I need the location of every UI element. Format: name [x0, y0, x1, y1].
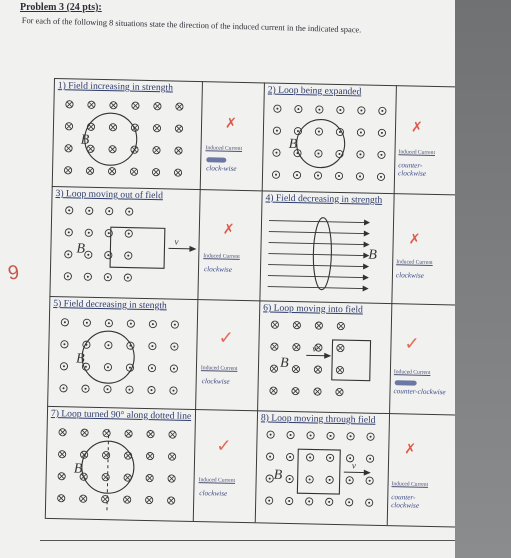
situation-title: 1) Field increasing in strength	[57, 80, 174, 94]
margin-grade-mark: 9	[6, 261, 21, 285]
situation-2	[262, 82, 455, 195]
field-out-of-page-symbol	[106, 208, 113, 215]
field-into-page-symbol	[146, 496, 153, 503]
grade-mark: ✗	[224, 115, 237, 132]
field-into-page-symbol	[315, 322, 322, 329]
situation-title: 4) Field decreasing in strength	[265, 192, 383, 206]
field-out-of-page-symbol	[149, 342, 156, 349]
crossed-out-scribble	[206, 157, 226, 162]
field-into-page-symbol	[152, 168, 159, 175]
field-out-of-page-symbol	[358, 107, 365, 114]
field-out-of-page-symbol	[286, 497, 293, 504]
field-out-of-page-symbol	[366, 455, 373, 462]
field-out-of-page-symbol	[366, 477, 373, 484]
induced-current-answer: clockwise	[203, 265, 233, 274]
field-out-of-page-symbol	[316, 106, 323, 113]
field-line-arrow	[269, 240, 370, 248]
field-out-of-page-symbol	[379, 107, 386, 114]
field-into-page-symbol	[169, 431, 176, 438]
field-into-page-symbol	[125, 430, 132, 437]
field-line-arrow	[268, 251, 369, 259]
induced-current-label: Induced Current	[205, 145, 243, 152]
field-out-of-page-symbol	[357, 129, 364, 136]
field-into-page-symbol	[293, 321, 300, 328]
field-into-page-symbol	[124, 496, 131, 503]
field-out-of-page-symbol	[85, 251, 92, 258]
field-out-of-page-symbol	[171, 321, 178, 328]
diagram-field-out	[49, 204, 199, 297]
field-out-of-page-symbol	[293, 171, 300, 178]
field-into-page-symbol	[153, 124, 160, 131]
induced-current-label: Induced Current	[393, 369, 431, 376]
grade-mark: ✓	[218, 327, 234, 349]
field-into-page-symbol	[146, 452, 153, 459]
field-out-of-page-symbol	[273, 127, 280, 134]
situation-title: 7) Loop turned 90° along dotted line	[50, 408, 192, 422]
field-out-of-page-symbol	[295, 105, 302, 112]
field-out-of-page-symbol	[64, 273, 71, 280]
field-out-of-page-symbol	[126, 386, 133, 393]
field-line-arrow	[269, 229, 370, 237]
field-out-of-page-symbol	[84, 273, 91, 280]
field-out-of-page-symbol	[335, 172, 342, 179]
field-out-of-page-symbol	[170, 387, 177, 394]
situation-1	[52, 78, 264, 190]
field-line-arrow	[269, 218, 370, 226]
velocity-label: v	[312, 343, 317, 354]
induced-current-label: Induced Current	[391, 481, 429, 488]
field-label: B	[279, 355, 289, 371]
field-out-of-page-symbol	[148, 364, 155, 371]
field-out-of-page-symbol	[286, 453, 293, 460]
field-out-of-page-symbol	[125, 230, 132, 237]
field-out-of-page-symbol	[326, 476, 333, 483]
diagram-field-into	[52, 96, 202, 189]
field-out-of-page-symbol	[327, 432, 334, 439]
field-into-page-symbol	[168, 475, 175, 482]
field-out-of-page-symbol	[326, 498, 333, 505]
field-out-of-page-symbol	[273, 149, 280, 156]
situation-5	[47, 296, 259, 410]
field-out-of-page-symbol	[66, 207, 73, 214]
field-into-page-symbol	[110, 102, 117, 109]
field-label: B	[288, 136, 298, 153]
field-out-of-page-symbol	[306, 498, 313, 505]
field-into-page-symbol	[168, 497, 175, 504]
field-out-of-page-symbol	[266, 497, 273, 504]
field-into-page-symbol	[80, 495, 87, 502]
field-out-of-page-symbol	[127, 320, 134, 327]
field-out-of-page-symbol	[170, 365, 177, 372]
field-out-of-page-symbol	[326, 454, 333, 461]
field-into-page-symbol	[109, 146, 116, 153]
situation-title: 8) Loop moving through field	[260, 412, 376, 426]
field-out-of-page-symbol	[314, 172, 321, 179]
field-out-of-page-symbol	[60, 363, 67, 370]
field-out-of-page-symbol	[105, 320, 112, 327]
field-label: B	[368, 247, 378, 263]
field-into-page-symbol	[271, 343, 278, 350]
field-label: B	[75, 351, 85, 367]
field-into-page-symbol	[337, 344, 344, 351]
field-out-of-page-symbol	[61, 319, 68, 326]
field-out-of-page-symbol	[125, 252, 132, 259]
background-edge	[455, 0, 511, 558]
induced-current-answer: counter-clockwise	[397, 161, 427, 178]
field-into-page-symbol	[174, 169, 181, 176]
field-out-of-page-symbol	[65, 229, 72, 236]
induced-current-answer: counter-clockwise	[393, 387, 446, 397]
field-into-page-symbol	[86, 167, 93, 174]
grade-mark: ✓	[216, 435, 232, 457]
field-out-of-page-symbol	[149, 320, 156, 327]
field-out-of-page-symbol	[266, 453, 273, 460]
field-out-of-page-symbol	[378, 129, 385, 136]
field-out-of-page-symbol	[83, 319, 90, 326]
diagram-field-into	[45, 424, 195, 519]
field-into-page-symbol	[102, 451, 109, 458]
field-label: B	[80, 132, 90, 148]
field-out-of-page-symbol	[377, 173, 384, 180]
field-into-page-symbol	[176, 103, 183, 110]
situations-grid	[45, 78, 455, 529]
field-out-of-page-symbol	[104, 386, 111, 393]
diagram-field-out	[255, 428, 389, 523]
situation-6	[257, 300, 455, 415]
induced-current-label: Induced Current	[396, 259, 433, 266]
induced-current-label: Induced Current	[203, 253, 240, 260]
induced-current-label: Induced Current	[198, 477, 236, 484]
field-out-of-page-symbol	[105, 342, 112, 349]
situation-7	[45, 406, 257, 522]
induced-current-answer: clockwise	[395, 271, 424, 280]
field-into-page-symbol	[336, 366, 343, 373]
field-out-of-page-symbol	[267, 431, 274, 438]
field-line-arrow	[268, 273, 369, 281]
field-into-page-symbol	[88, 101, 95, 108]
field-out-of-page-symbol	[104, 364, 111, 371]
field-line-arrow	[268, 262, 369, 270]
situation-4	[259, 190, 455, 305]
grade-mark: ✓	[404, 333, 420, 355]
field-out-of-page-symbol	[274, 105, 281, 112]
field-into-page-symbol	[147, 430, 154, 437]
problem-heading: Problem 3 (24 pts):	[20, 2, 102, 13]
diagram-field-into	[257, 318, 391, 411]
field-out-of-page-symbol	[337, 106, 344, 113]
field-into-page-symbol	[109, 124, 116, 131]
field-into-page-symbol	[146, 474, 153, 481]
field-into-page-symbol	[153, 146, 160, 153]
field-into-page-symbol	[65, 145, 72, 152]
field-out-of-page-symbol	[124, 274, 131, 281]
field-into-page-symbol	[293, 343, 300, 350]
field-out-of-page-symbol	[346, 499, 353, 506]
field-out-of-page-symbol	[356, 173, 363, 180]
grade-mark: ✗	[222, 221, 235, 238]
diagram-field-out	[47, 314, 197, 407]
situation-title: 2) Loop being expanded	[267, 84, 362, 98]
field-out-of-page-symbol	[286, 475, 293, 482]
field-into-page-symbol	[66, 101, 73, 108]
field-out-of-page-symbol	[378, 151, 385, 158]
field-into-page-symbol	[132, 102, 139, 109]
field-into-page-symbol	[102, 495, 109, 502]
field-out-of-page-symbol	[367, 433, 374, 440]
situation-3	[49, 186, 261, 300]
field-label: B	[273, 467, 283, 483]
velocity-label: v	[351, 460, 357, 471]
page-rule	[40, 540, 455, 541]
crossed-out-scribble	[395, 380, 417, 385]
field-into-page-symbol	[314, 366, 321, 373]
induced-current-label: Induced Current	[200, 365, 238, 372]
field-into-page-symbol	[102, 473, 109, 480]
field-out-of-page-symbol	[148, 386, 155, 393]
field-out-of-page-symbol	[85, 229, 92, 236]
field-into-page-symbol	[270, 365, 277, 372]
field-out-of-page-symbol	[82, 385, 89, 392]
field-into-page-symbol	[103, 430, 110, 437]
field-into-page-symbol	[270, 387, 277, 394]
field-into-page-symbol	[59, 429, 66, 436]
field-into-page-symbol	[292, 387, 299, 394]
problem-instruction: For each of the following 8 situations state the direction of the induced current in the indicated space.	[21, 16, 362, 35]
induced-current-label: Induced Current	[398, 149, 436, 156]
field-out-of-page-symbol	[315, 150, 322, 157]
grade-mark: ✗	[404, 441, 417, 458]
field-out-of-page-symbol	[126, 208, 133, 215]
field-out-of-page-symbol	[315, 128, 322, 135]
induced-current-answer: clockwise	[199, 489, 228, 498]
field-out-of-page-symbol	[65, 251, 72, 258]
field-label: B	[76, 241, 86, 257]
field-out-of-page-symbol	[287, 431, 294, 438]
field-out-of-page-symbol	[306, 476, 313, 483]
field-into-page-symbol	[58, 495, 65, 502]
field-into-page-symbol	[314, 388, 321, 395]
velocity-label: v	[174, 236, 179, 247]
situation-8	[255, 410, 455, 527]
field-into-page-symbol	[271, 321, 278, 328]
field-into-page-symbol	[130, 168, 137, 175]
field-into-page-symbol	[154, 102, 161, 109]
grade-mark: ✗	[410, 119, 423, 136]
field-out-of-page-symbol	[86, 207, 93, 214]
diagram-field-out	[262, 100, 396, 193]
field-into-page-symbol	[337, 322, 344, 329]
field-out-of-page-symbol	[266, 475, 273, 482]
field-out-of-page-symbol	[60, 385, 67, 392]
field-out-of-page-symbol	[347, 433, 354, 440]
field-into-page-symbol	[81, 429, 88, 436]
situation-title: 3) Loop moving out of field	[55, 188, 164, 202]
field-out-of-page-symbol	[307, 432, 314, 439]
field-label: B	[73, 461, 83, 477]
field-into-page-symbol	[292, 365, 299, 372]
field-into-page-symbol	[58, 473, 65, 480]
situation-title: 6) Loop moving into field	[263, 302, 363, 316]
field-out-of-page-symbol	[366, 499, 373, 506]
field-out-of-page-symbol	[104, 273, 111, 280]
field-out-of-page-symbol	[272, 171, 279, 178]
field-into-page-symbol	[175, 125, 182, 132]
field-into-page-symbol	[58, 451, 65, 458]
field-out-of-page-symbol	[306, 454, 313, 461]
field-out-of-page-symbol	[357, 151, 364, 158]
induced-current-answer: counter-clockwise	[391, 493, 420, 510]
field-into-page-symbol	[108, 168, 115, 175]
grade-mark: ✗	[408, 231, 421, 248]
induced-current-answer: clockwise	[201, 377, 230, 386]
situation-title: 5) Field decreasing in stength	[53, 298, 167, 312]
field-into-page-symbol	[65, 123, 72, 130]
field-into-page-symbol	[336, 388, 343, 395]
field-out-of-page-symbol	[346, 477, 353, 484]
field-into-page-symbol	[175, 147, 182, 154]
field-out-of-page-symbol	[61, 341, 68, 348]
field-out-of-page-symbol	[171, 343, 178, 350]
diagram-field-right	[259, 208, 393, 301]
field-into-page-symbol	[64, 167, 71, 174]
field-into-page-symbol	[168, 453, 175, 460]
induced-current-answer: clock-wise	[206, 164, 237, 173]
